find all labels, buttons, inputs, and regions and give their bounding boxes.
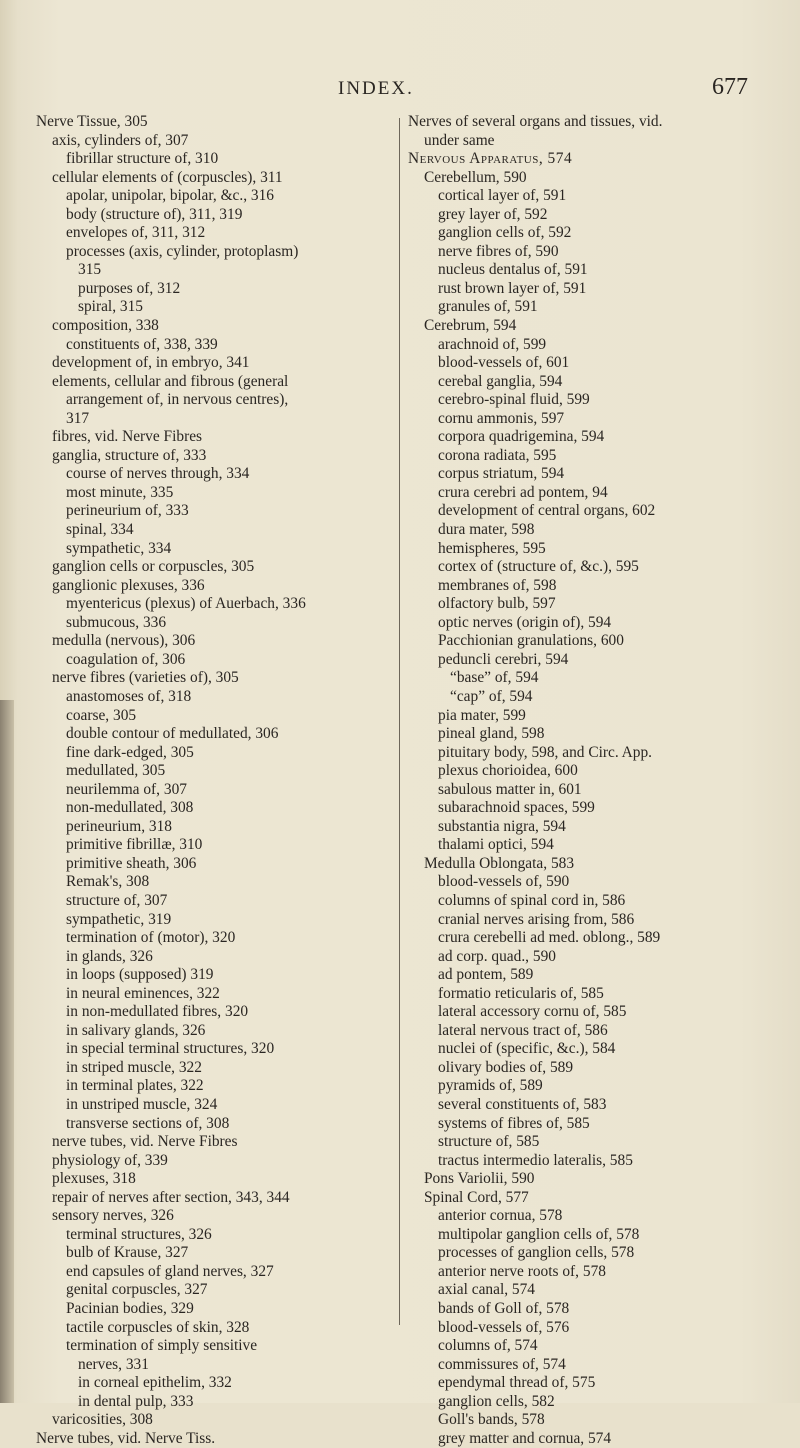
index-entry: bulb of Krause, 327 — [66, 1244, 189, 1262]
index-entry: thalami optici, 594 — [438, 836, 554, 854]
index-entry: multipolar ganglion cells of, 578 — [438, 1225, 640, 1243]
index-entry: in special terminal structures, 320 — [66, 1040, 275, 1058]
index-entry: nerve fibres of, 590 — [438, 242, 559, 260]
index-entry: nerves, 331 — [78, 1355, 149, 1373]
index-entry: termination of simply sensitive — [66, 1337, 258, 1355]
index-entry: arachnoid of, 599 — [438, 335, 547, 353]
index-entry: Medulla Oblongata, 583 — [424, 854, 575, 872]
index-entry: commissures of, 574 — [438, 1355, 566, 1373]
index-entry: Remak's, 308 — [66, 873, 150, 891]
index-entry: physiology of, 339 — [52, 1151, 168, 1169]
index-entry: pyramids of, 589 — [438, 1077, 543, 1095]
index-entry: ganglia, structure of, 333 — [52, 446, 207, 464]
index-entry: columns of, 574 — [438, 1337, 538, 1355]
index-entry: in corneal epithelim, 332 — [78, 1374, 232, 1392]
index-entry: ganglion cells of, 592 — [438, 224, 572, 242]
index-entry: olfactory bulb, 597 — [438, 595, 556, 613]
index-entry: Pacinian bodies, 329 — [66, 1300, 194, 1317]
index-entry: 315 — [78, 261, 102, 279]
index-entry: tractus intermedio lateralis, 585 — [438, 1151, 633, 1169]
index-entry: blood-vessels of, 590 — [438, 873, 570, 891]
index-entry: ganglion cells or corpuscles, 305 — [52, 558, 255, 576]
index-entry: sensory nerves, 326 — [52, 1207, 174, 1225]
index-entry: processes (axis, cylinder, protoplasm) — [66, 242, 299, 260]
index-entry: axial canal, 574 — [438, 1281, 536, 1299]
index-entry: several constituents of, 583 — [438, 1095, 607, 1113]
index-entry: terminal structures, 326 — [66, 1225, 212, 1243]
index-entry: corona radiata, 595 — [438, 446, 557, 464]
index-entry: peduncli cerebri, 594 — [438, 650, 569, 668]
index-entry: medulla (nervous), 306 — [52, 632, 196, 650]
index-entry: anterior cornua, 578 — [438, 1207, 563, 1225]
index-entry: myentericus (plexus) of Auerbach, 336 — [66, 595, 306, 613]
index-entry: cortical layer of, 591 — [438, 187, 567, 205]
index-entry: rust brown layer of, 591 — [438, 279, 587, 297]
index-entry: cranial nerves arising from, 586 — [438, 910, 635, 928]
index-entry: Pacchionian granulations, 600 — [438, 632, 624, 650]
index-entry: structure of, 585 — [438, 1133, 540, 1151]
index-entry: perineurium, 318 — [66, 817, 172, 835]
page-number: 677 — [712, 74, 748, 100]
index-entry: systems of fibres of, 585 — [438, 1114, 590, 1132]
index-entry: body (structure of), 311, 319 — [66, 205, 243, 223]
index-entry: in non-medullated fibres, 320 — [66, 1003, 249, 1021]
index-entry: cellular elements of (corpuscles), 311 — [52, 168, 283, 186]
index-entry: blood-vessels of, 601 — [438, 354, 570, 372]
index-entry: 317 — [66, 409, 90, 427]
index-entry: lateral accessory cornu of, 585 — [438, 1003, 627, 1021]
index-entry: varicosities, 308 — [52, 1411, 153, 1429]
index-entry: apolar, unipolar, bipolar, &c., 316 — [66, 187, 275, 205]
index-entry: in unstriped muscle, 324 — [66, 1095, 218, 1113]
index-entry: in glands, 326 — [66, 947, 153, 965]
index-entry: in striped muscle, 322 — [66, 1058, 202, 1076]
index-entry: grey matter and cornua, 574 — [438, 1429, 612, 1447]
index-entry: sympathetic, 334 — [66, 539, 172, 557]
index-entry: submucous, 336 — [66, 613, 167, 631]
index-entry: pituitary body, 598, and Circ. App. — [438, 743, 653, 761]
index-entry: purposes of, 312 — [78, 279, 181, 297]
index-entry: granules of, 591 — [438, 298, 538, 316]
index-entry: fibrillar structure of, 310 — [66, 150, 219, 168]
index-entry: plexuses, 318 — [52, 1170, 136, 1188]
index-entry: composition, 338 — [52, 317, 159, 335]
index-entry: ganglionic plexuses, 336 — [52, 576, 205, 594]
index-entry: pineal gland, 598 — [438, 725, 545, 743]
index-entry: “cap” of, 594 — [450, 687, 533, 705]
index-entry: in loops (supposed) 319 — [66, 966, 214, 984]
index-entry: lateral nervous tract of, 586 — [438, 1021, 608, 1039]
index-entry: cortex of (structure of, &c.), 595 — [438, 558, 639, 576]
index-entry: Nerve Tissue, 305 — [36, 113, 148, 130]
index-entry: spiral, 315 — [78, 298, 143, 316]
index-entry: envelopes of, 311, 312 — [66, 224, 206, 242]
index-entry: cornu ammonis, 597 — [438, 409, 565, 427]
index-entry: crura cerebri ad pontem, 94 — [438, 483, 608, 501]
index-entry: sympathetic, 319 — [66, 910, 172, 928]
index-entry: anastomoses of, 318 — [66, 687, 192, 705]
index-entry: in dental pulp, 333 — [78, 1392, 194, 1410]
index-entry: pia mater, 599 — [438, 706, 526, 724]
index-entry: primitive fibrillæ, 310 — [66, 836, 203, 854]
page-header — [0, 74, 800, 102]
index-entry: columns of spinal cord in, 586 — [438, 891, 626, 909]
index-entry: Nervous Apparatus, 574 — [408, 150, 573, 168]
index-entry: Cerebrum, 594 — [424, 317, 517, 335]
index-entry: bands of Goll of, 578 — [438, 1300, 570, 1317]
index-entry: coagulation of, 306 — [66, 650, 186, 668]
index-entry: cerebro-spinal fluid, 599 — [438, 391, 590, 409]
index-entry: medullated, 305 — [66, 762, 166, 780]
index-entry: development of central organs, 602 — [438, 502, 656, 520]
index-entry: perineurium of, 333 — [66, 502, 189, 520]
index-entry: repair of nerves after section, 343, 344 — [52, 1188, 290, 1206]
index-entry: formatio reticularis of, 585 — [438, 984, 604, 1002]
index-entry: corpora quadrigemina, 594 — [438, 428, 605, 446]
index-entry: hemispheres, 595 — [438, 539, 546, 557]
index-entry: blood-vessels of, 576 — [438, 1318, 570, 1336]
index-entry: fine dark-edged, 305 — [66, 743, 194, 761]
index-entry: ad pontem, 589 — [438, 966, 534, 984]
index-entry: transverse sections of, 308 — [66, 1114, 230, 1132]
index-entry: ad corp. quad., 590 — [438, 947, 556, 965]
index-entry: tactile corpuscles of skin, 328 — [66, 1318, 250, 1336]
index-entry: anterior nerve roots of, 578 — [438, 1262, 606, 1280]
index-entry: in salivary glands, 326 — [66, 1021, 206, 1039]
index-entry: structure of, 307 — [66, 891, 168, 909]
index-entry: Pons Variolii, 590 — [424, 1170, 535, 1188]
index-entry: arrangement of, in nervous centres), — [66, 391, 289, 409]
index-entry: ependymal thread of, 575 — [438, 1374, 596, 1392]
index-entry: non-medullated, 308 — [66, 799, 194, 817]
index-entry: genital corpuscles, 327 — [66, 1281, 208, 1299]
index-entry: nuclei of (specific, &c.), 584 — [438, 1040, 616, 1058]
index-entry: under same — [424, 131, 495, 149]
index-entry: Spinal Cord, 577 — [424, 1188, 529, 1206]
index-entry: end capsules of gland nerves, 327 — [66, 1262, 274, 1280]
index-entry: Nerve tubes, vid. Nerve Tiss. — [36, 1429, 216, 1447]
index-entry: constituents of, 338, 339 — [66, 335, 218, 353]
index-entry: corpus striatum, 594 — [438, 465, 565, 483]
index-entry: nerve fibres (varieties of), 305 — [52, 669, 239, 687]
index-column-left — [36, 113, 406, 1448]
index-entry: olivary bodies of, 589 — [438, 1058, 574, 1076]
index-entry: “base” of, 594 — [450, 669, 539, 687]
index-entry: in terminal plates, 322 — [66, 1077, 204, 1095]
index-entry: nerve tubes, vid. Nerve Fibres — [52, 1133, 238, 1151]
index-entry: course of nerves through, 334 — [66, 465, 250, 483]
index-entry: crura cerebelli ad med. oblong., 589 — [438, 929, 661, 947]
index-entry: Goll's bands, 578 — [438, 1411, 545, 1429]
index-entry: development of, in embryo, 341 — [52, 354, 250, 372]
index-entry: spinal, 334 — [66, 521, 134, 539]
index-entry: grey layer of, 592 — [438, 205, 548, 223]
index-entry: optic nerves (origin of), 594 — [438, 613, 612, 631]
page-binding-shadow — [0, 700, 14, 1403]
index-entry: coarse, 305 — [66, 706, 137, 724]
index-entry: in neural eminences, 322 — [66, 984, 220, 1002]
running-title: INDEX. — [338, 78, 414, 99]
index-entry: cerebal ganglia, 594 — [438, 372, 563, 390]
column-divider — [399, 118, 400, 1325]
index-entry: fibres, vid. Nerve Fibres — [52, 428, 203, 446]
index-entry: processes of ganglion cells, 578 — [438, 1244, 635, 1262]
index-entry: nucleus dentalus of, 591 — [438, 261, 588, 279]
index-entry: substantia nigra, 594 — [438, 817, 566, 835]
index-column-right — [408, 113, 773, 1448]
index-entry: sabulous matter in, 601 — [438, 780, 582, 798]
index-entry: Cerebellum, 590 — [424, 168, 527, 186]
index-entry: dura mater, 598 — [438, 521, 535, 539]
index-entry: ganglion cells, 582 — [438, 1392, 555, 1410]
index-entry: axis, cylinders of, 307 — [52, 131, 189, 149]
index-entry: elements, cellular and fibrous (general — [52, 372, 289, 390]
index-entry: Nerves of several organs and tissues, vid. — [408, 113, 663, 130]
index-entry: double contour of medullated, 306 — [66, 725, 279, 743]
index-entry: neurilemma of, 307 — [66, 780, 187, 798]
index-entry: subarachnoid spaces, 599 — [438, 799, 595, 817]
index-entry: most minute, 335 — [66, 483, 174, 501]
index-entry: primitive sheath, 306 — [66, 854, 197, 872]
index-entry: termination of (motor), 320 — [66, 929, 236, 947]
index-entry: membranes of, 598 — [438, 576, 557, 594]
index-entry: plexus chorioidea, 600 — [438, 762, 578, 780]
